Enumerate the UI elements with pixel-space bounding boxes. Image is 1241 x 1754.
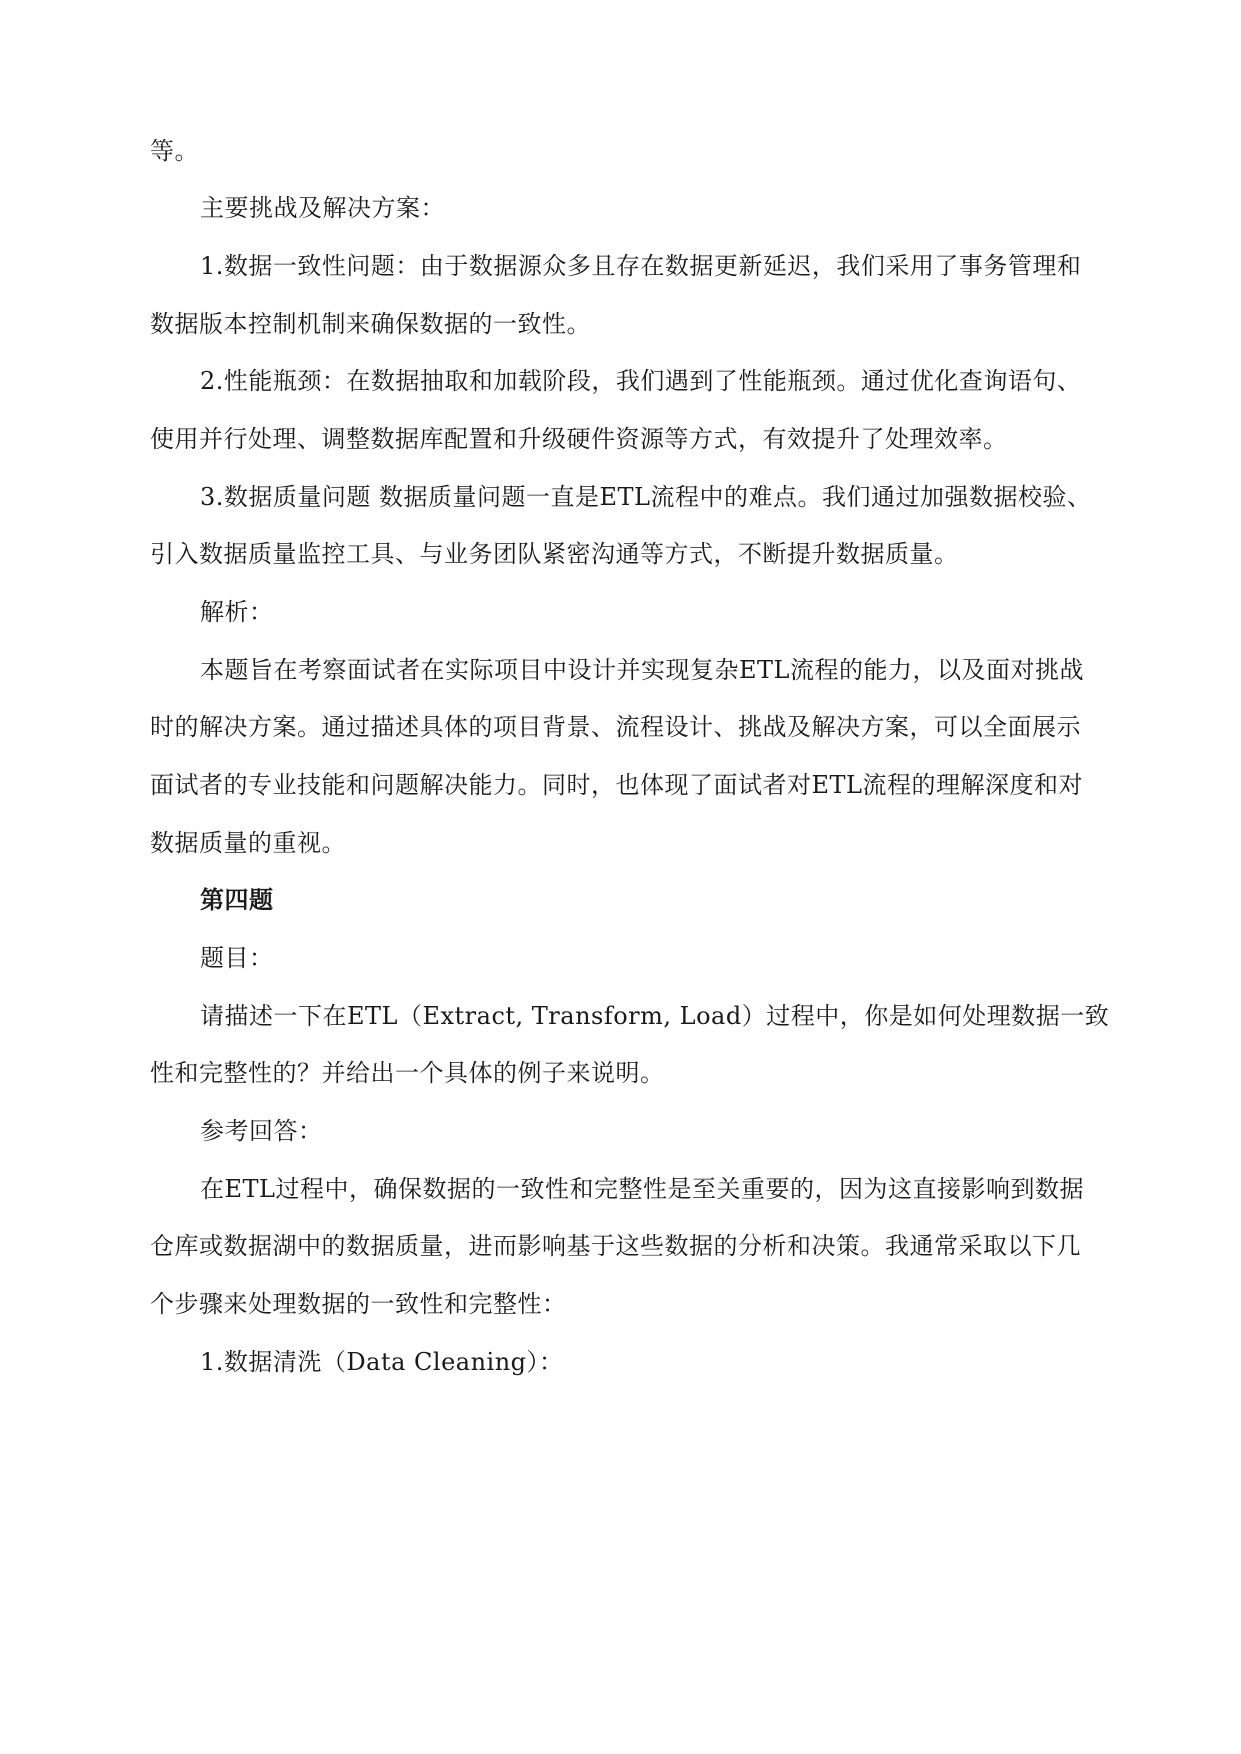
section-heading: 参考回答：: [200, 1117, 323, 1145]
text-line: 使用并行处理、调整数据库配置和升级硬件资源等方式，有效提升了处理效率。: [150, 425, 1008, 453]
text-line: 1.数据一致性问题：由于数据源众多且存在数据更新延迟，我们采用了事务管理和: [200, 252, 1082, 280]
text-line: 性和完整性的？并给出一个具体的例子来说明。: [150, 1059, 665, 1087]
text-line: 1.数据清洗（Data Cleaning）：: [200, 1348, 564, 1376]
text-line: 在ETL过程中，确保数据的一致性和完整性是至关重要的，因为这直接影响到数据: [200, 1175, 1084, 1203]
text-line: 请描述一下在ETL（Extract, Transform, Load）过程中，你是如何处理数据一致: [200, 1002, 1110, 1030]
section-heading: 题目：: [200, 944, 274, 972]
text-line: 等。: [150, 137, 199, 165]
text-line: 时的解决方案。通过描述具体的项目背景、流程设计、挑战及解决方案，可以全面展示: [150, 713, 1081, 741]
text-line: 面试者的专业技能和问题解决能力。同时，也体现了面试者对ETL流程的理解深度和对: [150, 771, 1083, 799]
question-heading: 第四题: [200, 885, 274, 914]
text-line: 仓库或数据湖中的数据质量，进而影响基于这些数据的分析和决策。我通常采取以下几: [150, 1232, 1081, 1260]
text-line: 数据质量的重视。: [150, 829, 346, 857]
text-line: 个步骤来处理数据的一致性和完整性：: [150, 1290, 567, 1318]
text-line: 引入数据质量监控工具、与业务团队紧密沟通等方式，不断提升数据质量。: [150, 540, 959, 568]
section-heading: 主要挑战及解决方案：: [200, 194, 445, 222]
section-heading: 解析：: [200, 598, 274, 626]
text-line: 本题旨在考察面试者在实际项目中设计并实现复杂ETL流程的能力，以及面对挑战: [200, 656, 1084, 684]
text-line: 2.性能瓶颈：在数据抽取和加载阶段，我们遇到了性能瓶颈。通过优化查询语句、: [200, 367, 1082, 395]
text-line: 3.数据质量问题 数据质量问题一直是ETL流程中的难点。我们通过加强数据校验、: [200, 483, 1092, 511]
text-line: 数据版本控制机制来确保数据的一致性。: [150, 310, 591, 338]
